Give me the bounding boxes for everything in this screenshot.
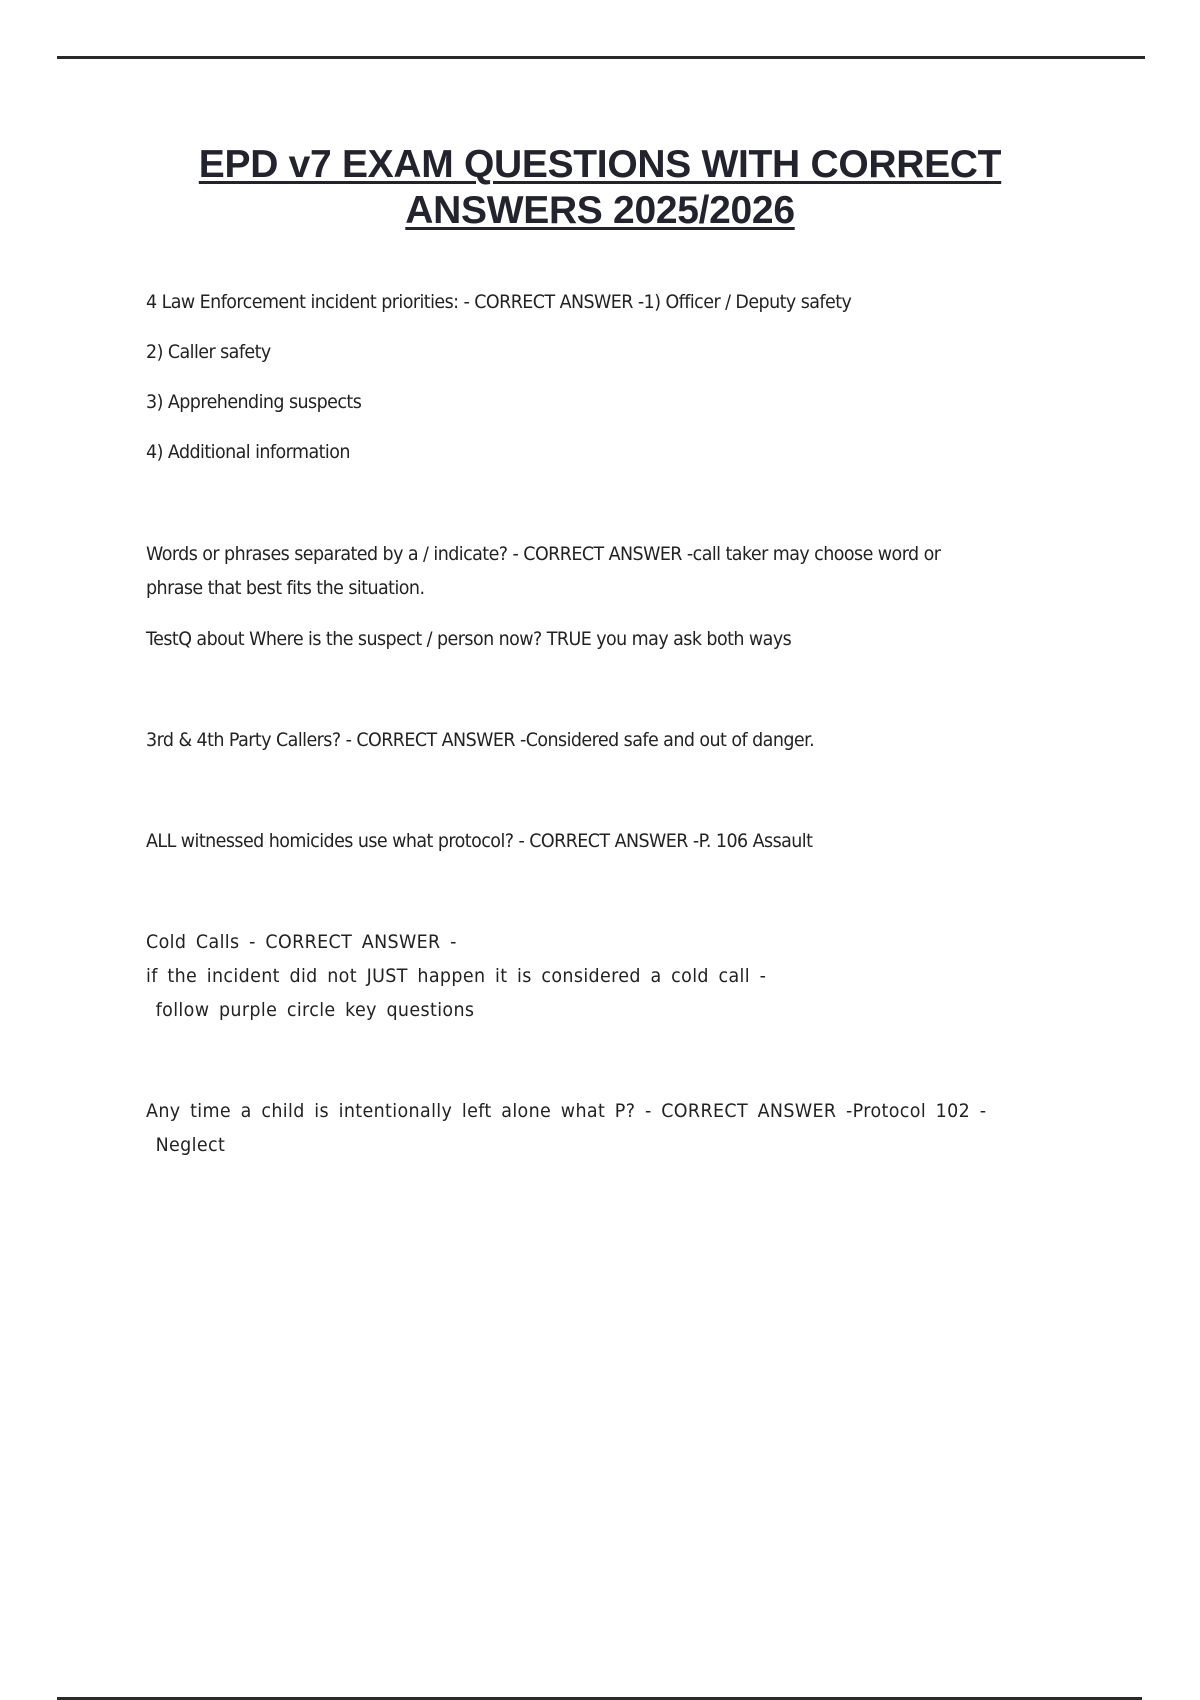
entry-1-answer-4: 4) Additional information [146,441,350,463]
entry-4-question: ALL witnessed homicides use what protocol? - CORRECT ANSWER -P. 106 Assault [146,830,813,852]
entry-5-question: Cold Calls - CORRECT ANSWER - [146,931,457,953]
entry-1-answer-2: 2) Caller safety [146,341,271,363]
entry-5-answer-1: if the incident did not JUST happen it is considered a cold call - [146,965,767,987]
entry-1-answer-3: 3) Apprehending suspects [146,391,362,413]
entry-5-answer-2: follow purple circle key questions [146,999,475,1021]
entry-6-question: Any time a child is intentionally left alone what P? - CORRECT ANSWER -Protocol 102 - [146,1100,987,1122]
entry-3-question: 3rd & 4th Party Callers? - CORRECT ANSWER -Considered safe and out of danger. [146,729,815,751]
document-title [0,142,1200,234]
top-rule-divider [57,56,1145,59]
title-line-2: ANSWERS 2025/2026 [405,189,795,232]
entry-1-question: 4 Law Enforcement incident priorities: - CORRECT ANSWER -1) Officer / Deputy safety [146,291,852,313]
entry-2-question: Words or phrases separated by a / indicate? - CORRECT ANSWER -call taker may choose word or [146,543,941,565]
entry-2-note: TestQ about Where is the suspect / person now? TRUE you may ask both ways [146,628,792,650]
entry-6-answer: Neglect [146,1134,226,1156]
entry-2-answer-cont: phrase that best fits the situation. [146,577,425,599]
title-line-1: EPD v7 EXAM QUESTIONS WITH CORRECT [198,143,1002,186]
